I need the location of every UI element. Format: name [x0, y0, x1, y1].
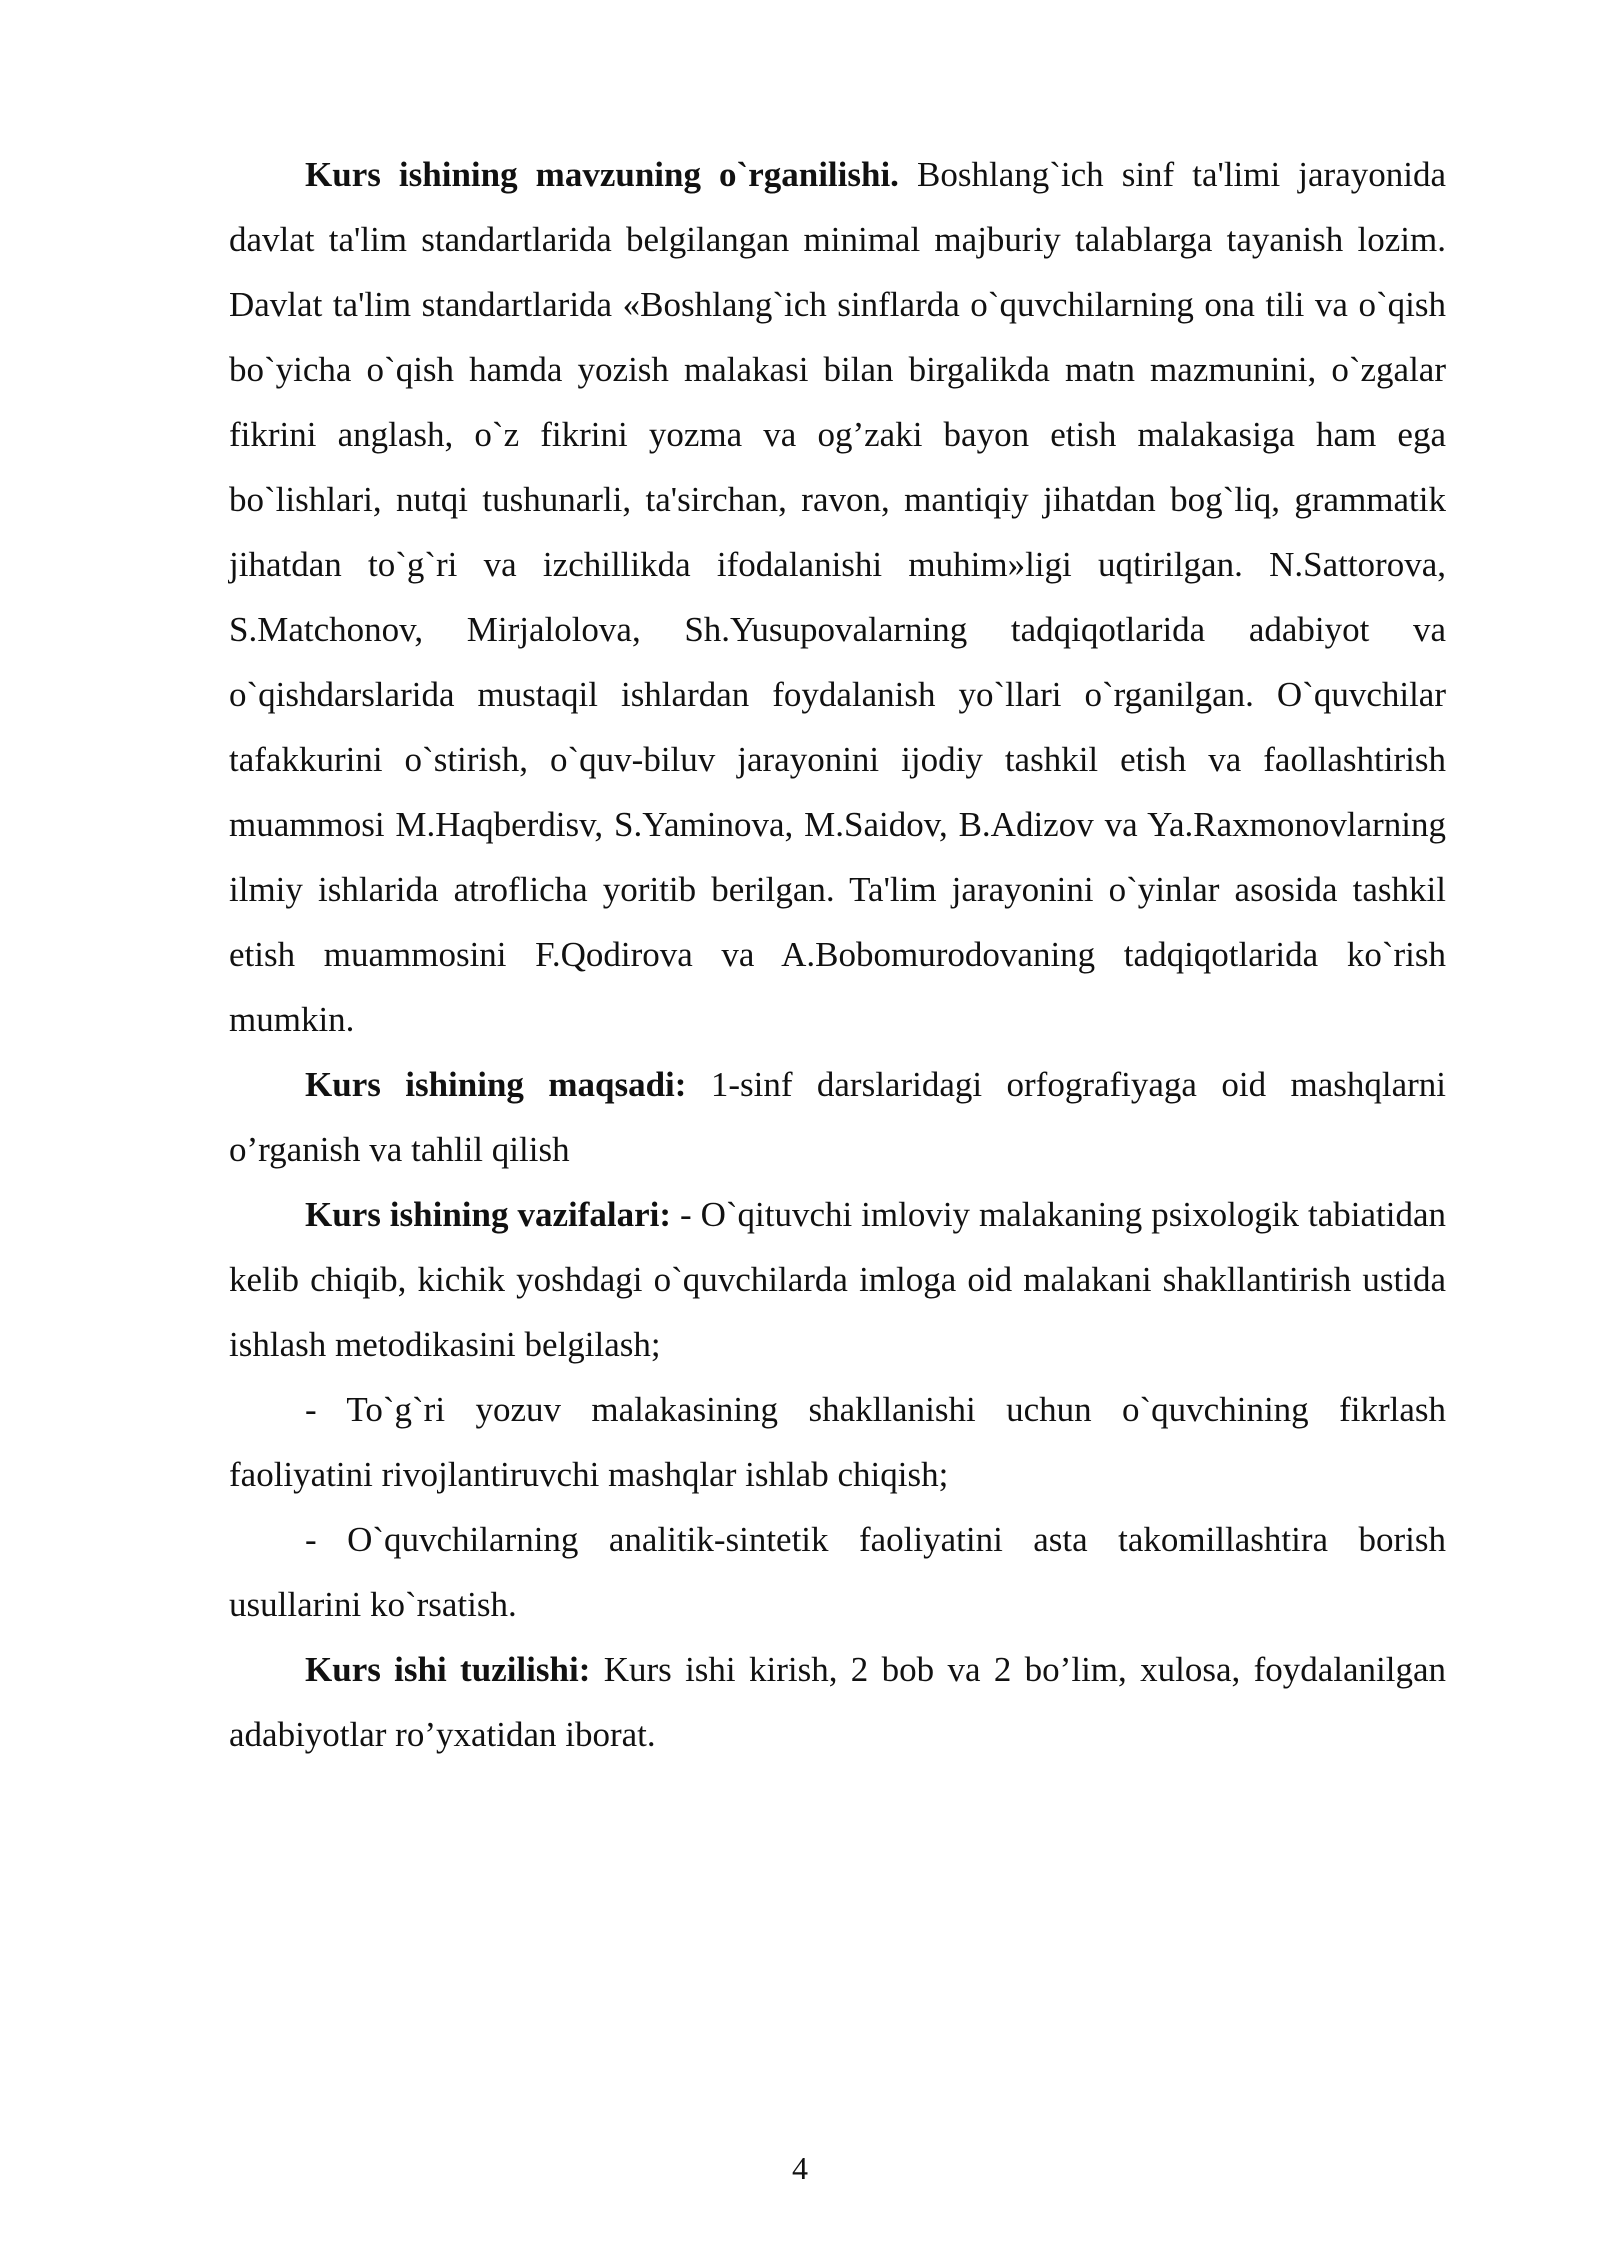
paragraph-heading: Kurs ishining maqsadi: — [305, 1065, 687, 1104]
paragraph-task-item-3 — [229, 1507, 1446, 1637]
paragraph-text: Kurs ishi kirish, 2 bob va 2 bo’lim, xulosa, foydalanilgan adabiyotlar ro’yxatidan iborat. — [229, 1650, 1446, 1754]
page-number: 4 — [792, 2150, 808, 2186]
paragraph-text: - O`qituvchi imloviy malakaning psixologik tabiatidan kelib chiqib, kichik yoshdagi o`quvchilarda imloga oid malakani shakllantirish ustida ishlash metodikasini belgilash; — [229, 1195, 1446, 1364]
document-body — [229, 142, 1446, 1767]
paragraph-tasks — [229, 1182, 1446, 1377]
paragraph-heading: Kurs ishi tuzilishi: — [305, 1650, 591, 1689]
paragraph-text: 1-sinf darslaridagi orfografiyaga oid mashqlarni o’rganish va tahlil qilish — [229, 1065, 1447, 1169]
paragraph-text: - O`quvchilarning analitik-sintetik faoliyatini asta takomillashtira borish usullarini ko`rsatish. — [229, 1520, 1446, 1624]
paragraph-text: Boshlang`ich sinf ta'limi jarayonida davlat ta'lim standartlarida belgilangan minimal majburiy talablarga tayanish lozim. Davlat ta'lim standartlarida «Boshlang`ich sinflarda o`quvchilarning ona tili va o`qish bo`yicha o`qish hamda yozish malakasi bilan birgalikda matn mazmunini, o`zgalar fikrini anglash, o`z fikrini yozma va og’zaki bayon etish malakasiga ham ega bo`lishlari, nutqi tushunarli, ta'sirchan, ravon, mantiqiy jihatdan bog`liq, grammatik jihatdan to`g`ri va izchillikda ifodalanishi muhim»ligi uqtirilgan. N.Sattorova, S.Matchonov, Mirjalolova, Sh.Yusupovalarning tadqiqotlarida adabiyot va o`qishdarslarida mustaqil ishlardan foydalanish yo`llari o`rganilgan. O`quvchilar tafakkurini o`stirish, o`quv-biluv jarayonini ijodiy tashkil etish va faollashtirish muammosi M.Haqberdisv, S.Yaminova, M.Saidov, B.Adizov va Ya.Raxmonovlarning ilmiy ishlarida atroflicha yoritib berilgan. Ta'lim jarayonini o`yinlar asosida tashkil etish muammosini F.Qodirova va A.Bobomurodovaning tadqiqotlarida ko`rish mumkin. — [229, 155, 1447, 1039]
paragraph-text: - To`g`ri yozuv malakasining shakllanishi uchun o`quvchining fikrlash faoliyatini rivojlantiruvchi mashqlar ishlab chiqish; — [229, 1390, 1446, 1494]
paragraph-topic-study — [229, 142, 1446, 1052]
paragraph-task-item-2 — [229, 1377, 1446, 1507]
paragraph-heading: Kurs ishining vazifalari: — [305, 1195, 671, 1234]
paragraph-heading: Kurs ishining mavzuning o`rganilishi. — [305, 155, 899, 194]
paragraph-goal — [229, 1052, 1446, 1182]
paragraph-structure — [229, 1637, 1446, 1767]
